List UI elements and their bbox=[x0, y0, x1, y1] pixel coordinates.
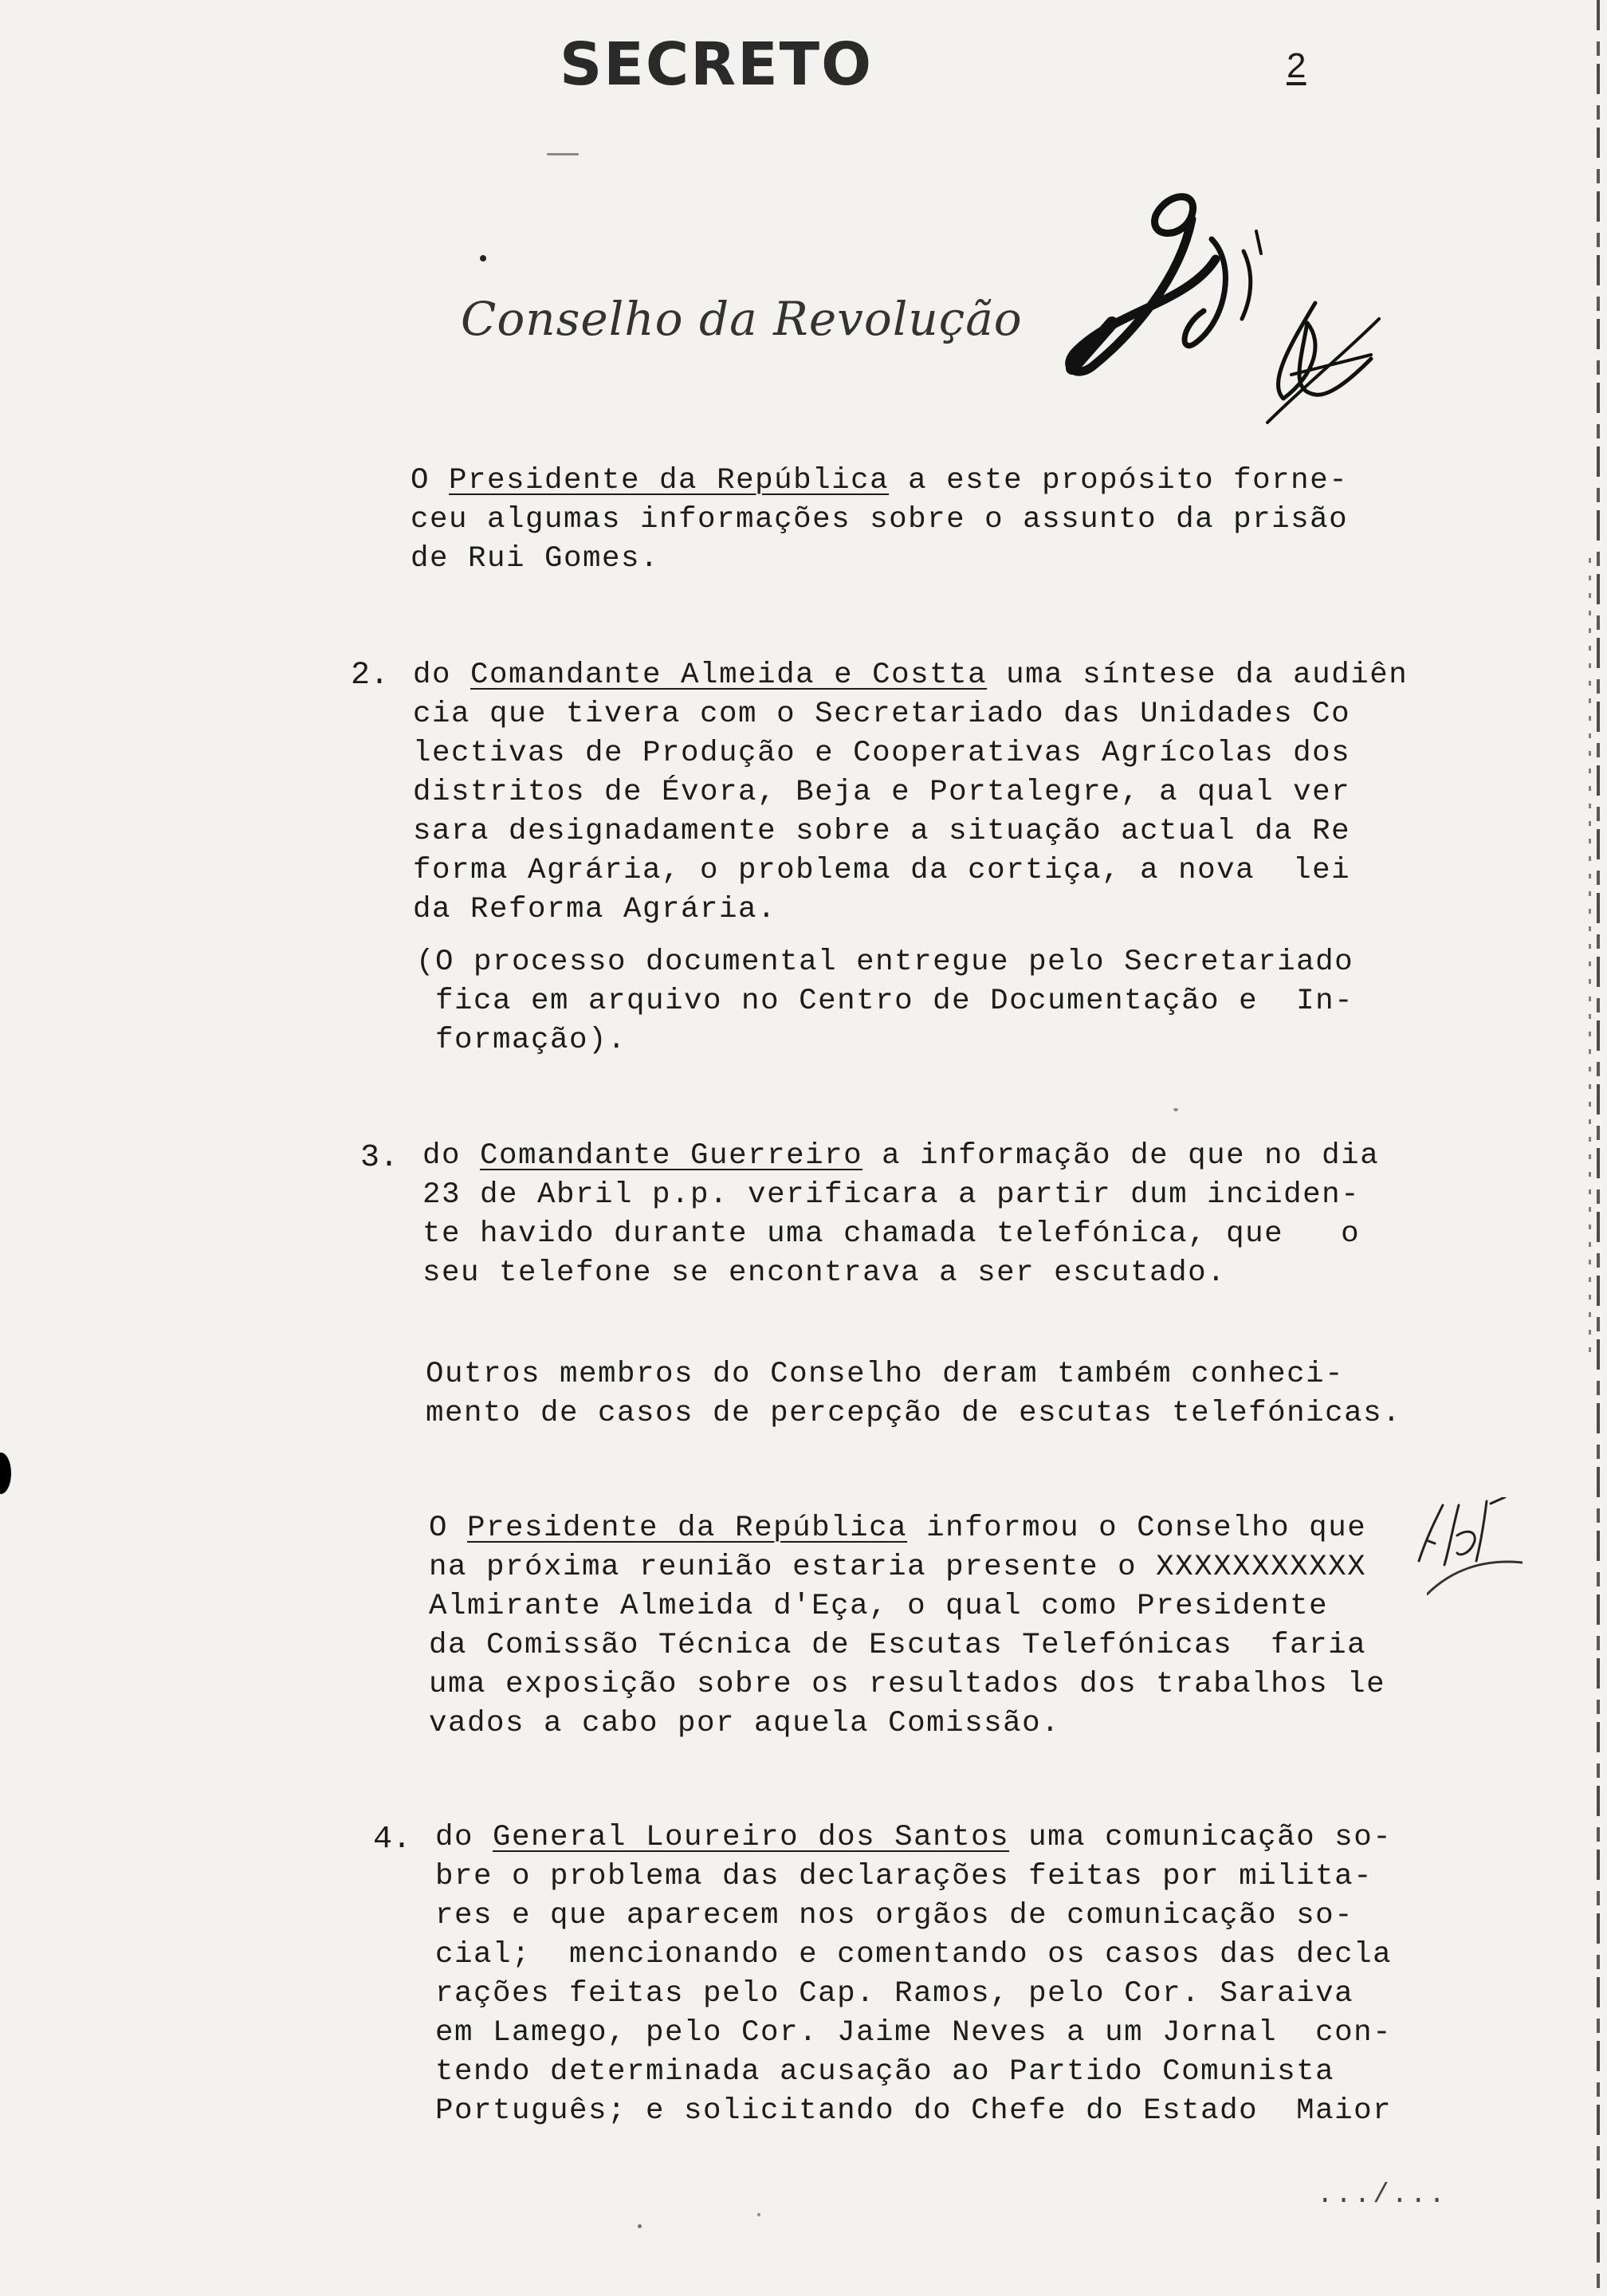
item-4-line-4: cial; mencionando e comentando os casos das decla bbox=[435, 1938, 1393, 1972]
binding-edge bbox=[1597, 0, 1600, 2296]
item-4-line-3: res e que aparecem nos orgãos de comunicação so- bbox=[435, 1899, 1354, 1932]
ink-speck bbox=[638, 2224, 642, 2228]
president-line-1: O Presidente da República informou o Conselho que bbox=[429, 1512, 1367, 1545]
intro-subject: Presidente da República bbox=[449, 464, 890, 497]
item-4-line-6: em Lamego, pelo Cor. Jaime Neves a um Jornal con- bbox=[435, 2016, 1393, 2050]
president-subject: Presidente da República bbox=[467, 1512, 908, 1545]
classification-stamp: SECRETO bbox=[560, 30, 874, 99]
intro-line-1: O Presidente da República a este propósito forne- bbox=[411, 464, 1349, 497]
item-2-line-6: forma Agrária, o problema da cortiça, a nova lei bbox=[413, 854, 1351, 887]
ink-speck bbox=[757, 2213, 760, 2216]
item-4-subject: General Loureiro dos Santos bbox=[493, 1821, 1010, 1854]
item-2-line-5: sara designadamente sobre a situação actual da Re bbox=[413, 815, 1351, 848]
item-2-line-4: distritos de Évora, Beja e Portalegre, a qual ver bbox=[413, 776, 1351, 809]
item-2-subject: Comandante Almeida e Costta bbox=[470, 659, 988, 692]
intro-line-2: ceu algumas informações sobre o assunto da prisão bbox=[411, 503, 1349, 537]
item-4-line-7: tendo determinada acusação ao Partido Comunista bbox=[435, 2055, 1335, 2089]
item-2-note-1: (O processo documental entregue pelo Secretariado bbox=[416, 946, 1354, 979]
item-4-line-8: Português; e solicitando do Chefe do Estado Maior bbox=[435, 2094, 1393, 2128]
page-number: 2 bbox=[1287, 46, 1306, 85]
president-line-6: vados a cabo por aquela Comissão. bbox=[429, 1707, 1061, 1740]
president-line-4: da Comissão Técnica de Escutas Telefónicas faria bbox=[429, 1629, 1367, 1662]
item-2-line-1: do Comandante Almeida e Costta uma síntese da audiên bbox=[413, 659, 1409, 692]
intro-line-3: de Rui Gomes. bbox=[411, 542, 660, 576]
item-4-number: 4. bbox=[373, 1822, 412, 1858]
handwritten-signature bbox=[1028, 183, 1515, 446]
letterhead: Conselho da Revolução bbox=[461, 292, 1023, 346]
item-3-line-3: te havido durante uma chamada telefónica, que o bbox=[422, 1217, 1361, 1251]
item-3-line-1: do Comandante Guerreiro a informação de que no dia bbox=[422, 1139, 1380, 1173]
president-line-5: uma exposição sobre os resultados dos trabalhos le bbox=[429, 1668, 1386, 1701]
item-2-note-3: formação). bbox=[416, 1024, 627, 1057]
item-4-line-1: do General Loureiro dos Santos uma comunicação so- bbox=[435, 1821, 1393, 1854]
ink-speck bbox=[547, 153, 579, 155]
ink-speck bbox=[480, 255, 486, 261]
item-2-line-3: lectivas de Produção e Cooperativas Agrícolas dos bbox=[413, 737, 1351, 770]
item-3-subject: Comandante Guerreiro bbox=[480, 1139, 863, 1173]
ink-speck bbox=[1173, 1108, 1178, 1111]
punch-hole bbox=[0, 1453, 11, 1494]
item-3-number: 3. bbox=[360, 1140, 399, 1176]
president-line-3: Almirante Almeida d'Eça, o qual como Presidente bbox=[429, 1590, 1329, 1623]
continuation-mark: .../... bbox=[1317, 2180, 1448, 2211]
others-line-2: mento de casos de percepção de escutas telefónicas. bbox=[426, 1397, 1402, 1430]
item-3-line-4: seu telefone se encontrava a ser escutado. bbox=[422, 1256, 1227, 1290]
others-line-1: Outros membros do Conselho deram também conheci- bbox=[426, 1358, 1345, 1391]
president-line-2: na próxima reunião estaria presente o XXXXXXXXXXX bbox=[429, 1551, 1367, 1584]
binding-perforation bbox=[1589, 558, 1591, 1355]
item-4-line-5: rações feitas pelo Cap. Ramos, pelo Cor. Saraiva bbox=[435, 1977, 1354, 2011]
item-2-line-2: cia que tivera com o Secretariado das Unidades Co bbox=[413, 698, 1351, 731]
item-3-line-2: 23 de Abril p.p. verificara a partir dum inciden- bbox=[422, 1178, 1361, 1212]
handwritten-mark bbox=[1427, 1555, 1523, 1602]
item-2-number: 2. bbox=[351, 658, 390, 694]
item-2-note-2: fica em arquivo no Centro de Documentação e In- bbox=[416, 985, 1354, 1018]
item-4-line-2: bre o problema das declarações feitas por milita- bbox=[435, 1860, 1373, 1893]
item-2-line-7: da Reforma Agrária. bbox=[413, 893, 777, 926]
